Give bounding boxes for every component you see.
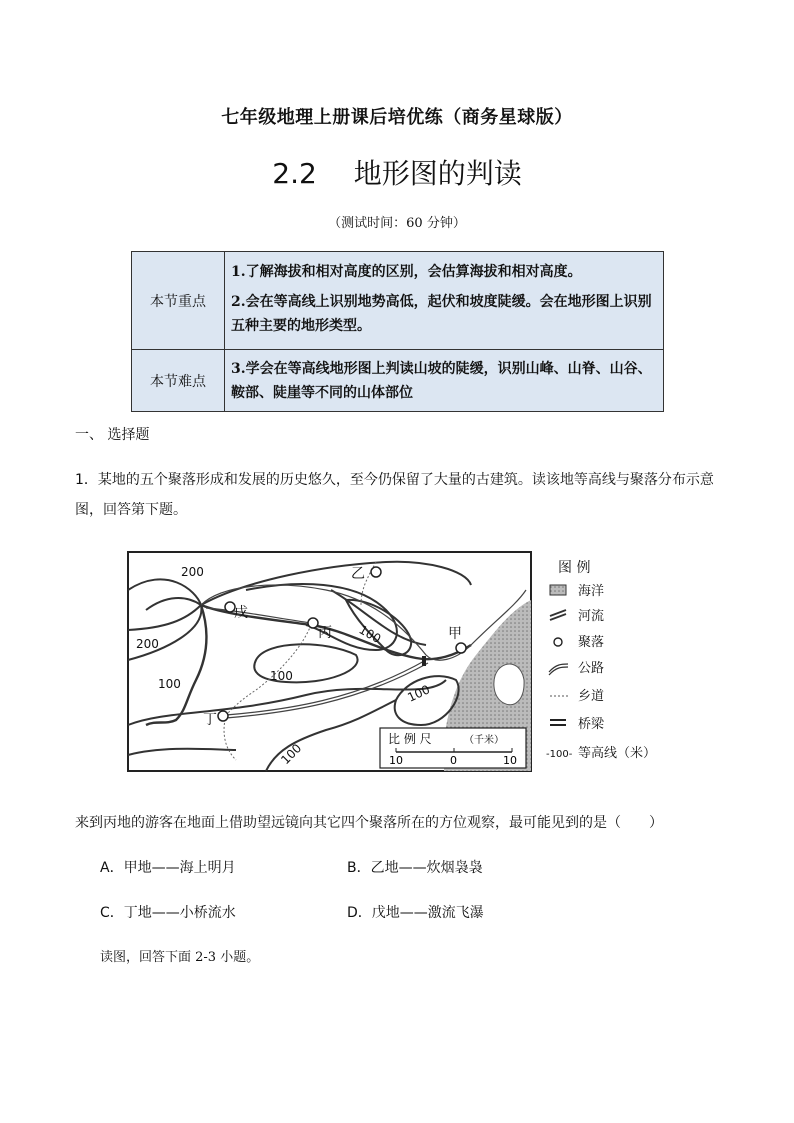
legend-contour: 等高线（米） bbox=[578, 746, 657, 761]
scale-tick: 10 bbox=[389, 754, 403, 767]
settlement-yi-marker bbox=[371, 567, 381, 577]
legend-road: 公路 bbox=[578, 661, 605, 676]
table-row bbox=[132, 350, 664, 412]
next-questions-note: 读图，回答下面 2-3 小题。 bbox=[100, 950, 260, 965]
difficult-points-content bbox=[225, 350, 664, 412]
legend-bridge: 桥梁 bbox=[578, 717, 605, 732]
contour-label: 100 bbox=[270, 669, 293, 683]
scale-label: 比 例 尺 bbox=[388, 732, 432, 746]
learning-goals-table bbox=[131, 251, 664, 412]
map-legend bbox=[546, 560, 656, 761]
settlement-jia-marker bbox=[456, 643, 466, 653]
scale-tick: 10 bbox=[503, 754, 517, 767]
difficult-points-label: 本节难点 bbox=[132, 350, 225, 412]
option-a[interactable]: A．甲地——海上明月 bbox=[100, 860, 236, 876]
table-row bbox=[132, 252, 664, 350]
legend-settlement: 聚落 bbox=[578, 635, 605, 650]
settlement-ding-marker bbox=[218, 711, 228, 721]
legend-contour-sample: -100- bbox=[546, 749, 573, 760]
key-points-content bbox=[225, 252, 664, 350]
settlement-wu-label: 戊 bbox=[234, 605, 248, 621]
contour-label: 100 bbox=[278, 741, 305, 768]
key-point-item: 1.了解海拔和相对高度的区别，会估算海拔和相对高度。 bbox=[231, 263, 582, 280]
contour-label: 200 bbox=[181, 565, 204, 579]
difficult-point-item: 3.学会在等高线地形图上判读山坡的陡缓，识别山峰、山脊、山谷、鞍部、陡崖等不同的山体部位 bbox=[231, 360, 652, 401]
legend-sea: 海洋 bbox=[578, 584, 605, 599]
question-1-text: 1．某地的五个聚落形成和发展的历史悠久，至今仍保留了大量的古建筑。读该地等高线与聚落分布示意图，回答第下题。 bbox=[75, 472, 714, 518]
settlement-bing-marker bbox=[308, 618, 318, 628]
settlement-yi-label: 乙 bbox=[351, 566, 365, 582]
contour-map bbox=[126, 550, 666, 776]
contour-label: 100 bbox=[158, 677, 181, 691]
section-label: 一、 选择题 bbox=[75, 427, 150, 443]
settlement-ding-label: 丁 bbox=[203, 712, 217, 728]
key-points-label: 本节重点 bbox=[132, 252, 225, 350]
scale-bar bbox=[380, 728, 526, 768]
settlement-jia-label: 甲 bbox=[448, 626, 462, 642]
bridge-mark bbox=[422, 656, 426, 666]
contour-label: 100 bbox=[356, 622, 384, 647]
contour-label: 100 bbox=[405, 682, 433, 705]
section-heading: 2.2 地形图的判读 bbox=[272, 157, 522, 190]
option-c[interactable]: C．丁地——小桥流水 bbox=[100, 905, 236, 921]
option-d[interactable]: D．戊地——激流飞瀑 bbox=[347, 905, 484, 921]
key-point-item: 2.会在等高线上识别地势高低，起伏和坡度陡缓。会在地形图上识别五种主要的地形类型。 bbox=[231, 293, 652, 334]
legend-river: 河流 bbox=[578, 609, 605, 624]
question-1-stem: 来到丙地的游客在地面上借助望远镜向其它四个聚落所在的方位观察，最可能见到的是（ ） bbox=[75, 815, 663, 831]
option-b[interactable]: B．乙地——炊烟袅袅 bbox=[347, 860, 483, 876]
document-title: 七年级地理上册课后培优练（商务星球版） bbox=[221, 107, 573, 128]
legend-village-road: 乡道 bbox=[578, 689, 605, 704]
test-duration: （测试时间：60 分钟） bbox=[328, 216, 466, 231]
scale-unit: （千米） bbox=[464, 735, 504, 746]
scale-tick: 0 bbox=[450, 754, 457, 767]
contour-label: 200 bbox=[136, 637, 159, 651]
settlement-bing-label: 丙 bbox=[318, 625, 332, 641]
legend-title: 图 例 bbox=[558, 560, 591, 576]
